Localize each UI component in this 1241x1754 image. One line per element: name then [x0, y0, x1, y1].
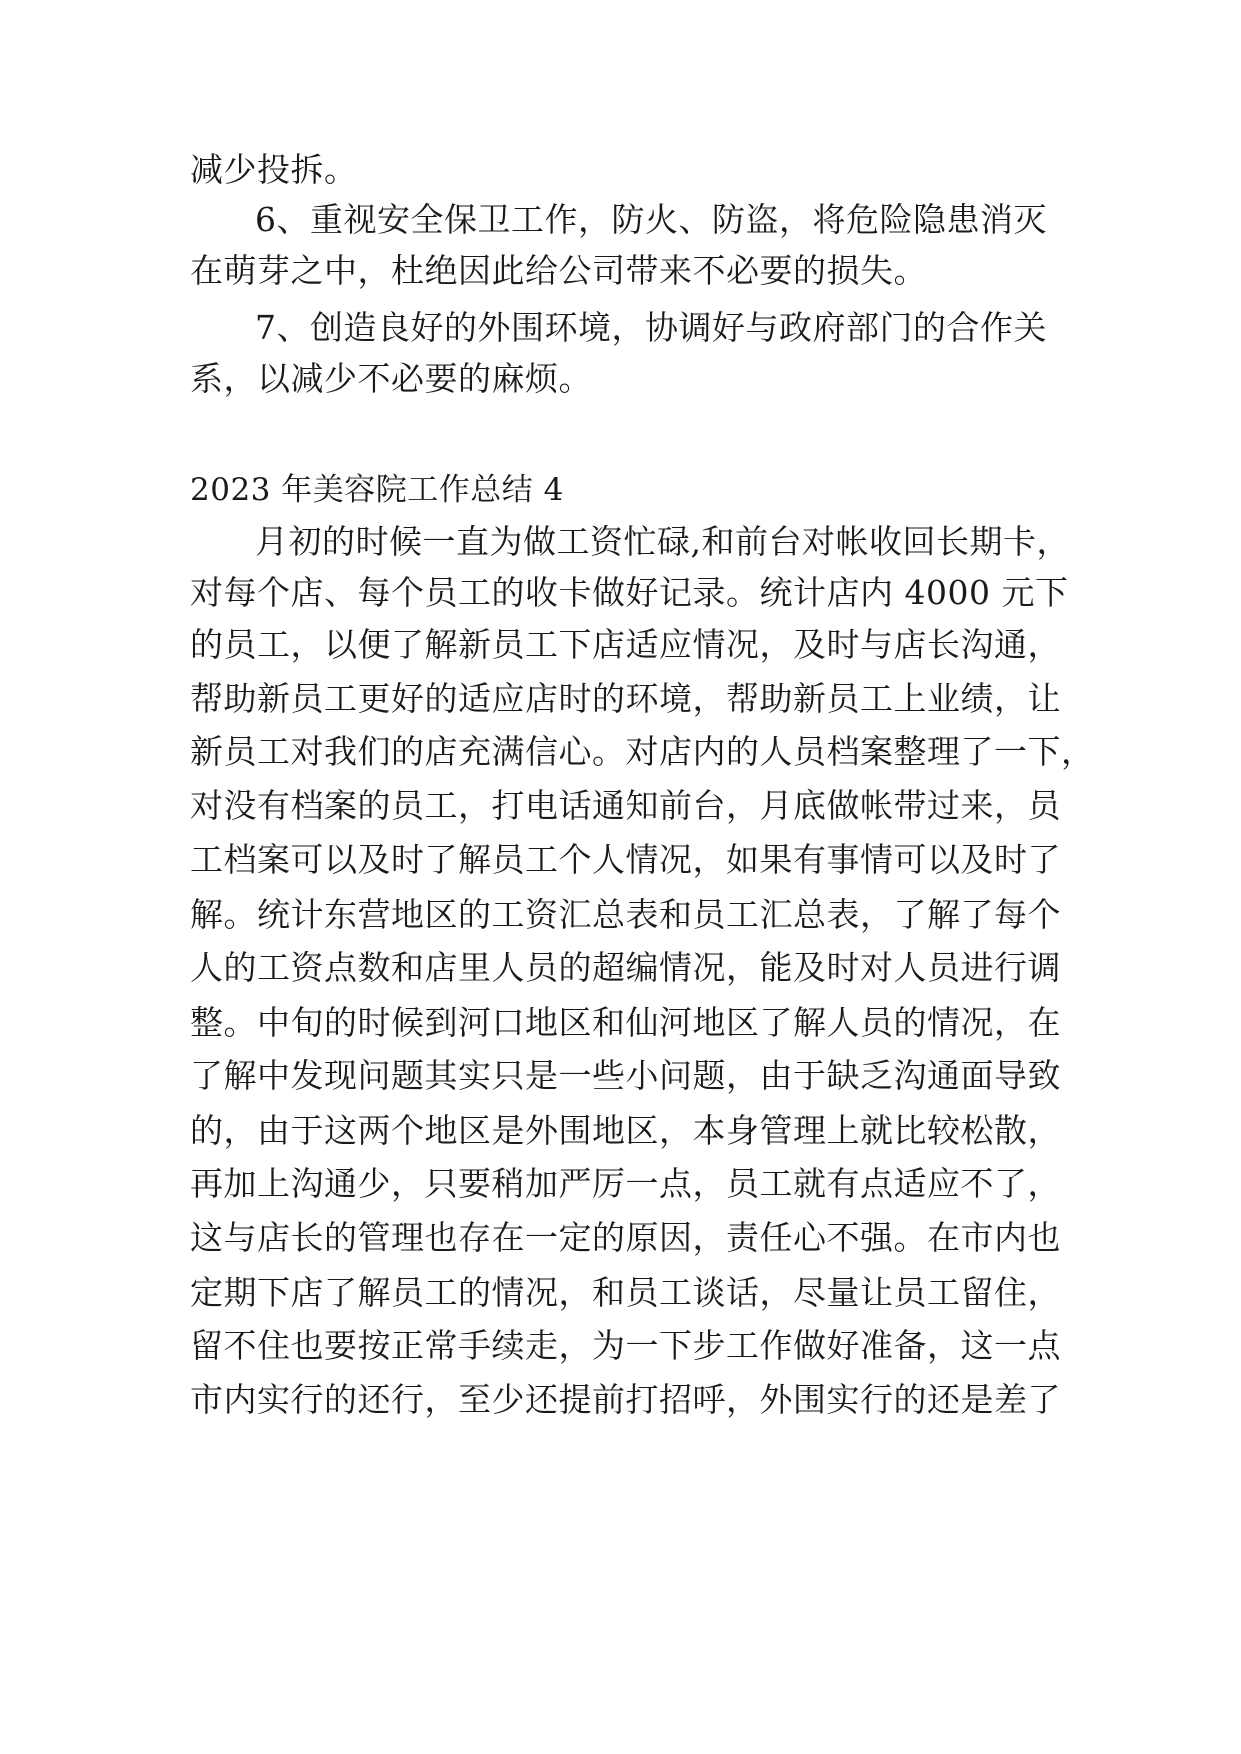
paragraph-line: 了解中发现问题其实只是一些小问题，由于缺乏沟通面导致: [190, 1056, 1061, 1095]
paragraph-line: 定期下店了解员工的情况，和员工谈话，尽量让员工留住，: [190, 1273, 1061, 1312]
paragraph-line: 再加上沟通少，只要稍加严厉一点，员工就有点适应不了，: [190, 1164, 1061, 1203]
paragraph-line: 解。统计东营地区的工资汇总表和员工汇总表，了解了每个: [190, 895, 1061, 934]
paragraph-line: 这与店长的管理也存在一定的原因，责任心不强。在市内也: [190, 1218, 1061, 1257]
paragraph-line: 对没有档案的员工，打电话通知前台，月底做帐带过来，员: [190, 786, 1061, 825]
paragraph-line: 的员工，以便了解新员工下店适应情况，及时与店长沟通，: [190, 625, 1061, 664]
paragraph-line: 对每个店、每个员工的收卡做好记录。统计店内 4000 元下: [190, 573, 1069, 612]
paragraph-line: 系，以减少不必要的麻烦。: [190, 359, 592, 398]
paragraph-line: 月初的时候一直为做工资忙碌,和前台对帐收回长期卡，: [255, 522, 1070, 561]
paragraph-line: 7、创造良好的外围环境，协调好与政府部门的合作关: [255, 308, 1047, 347]
paragraph-line: 在萌芽之中，杜绝因此给公司带来不必要的损失。: [190, 251, 927, 290]
paragraph-line: 减少投拆。: [190, 150, 358, 189]
paragraph-line: 工档案可以及时了解员工个人情况，如果有事情可以及时了: [190, 840, 1061, 879]
paragraph-line: 市内实行的还行，至少还提前打招呼，外围实行的还是差了: [190, 1380, 1061, 1419]
paragraph-line: 整。中旬的时候到河口地区和仙河地区了解人员的情况，在: [190, 1003, 1061, 1042]
paragraph-line: 新员工对我们的店充满信心。对店内的人员档案整理了一下，: [190, 732, 1095, 771]
paragraph-line: 人的工资点数和店里人员的超编情况，能及时对人员进行调: [190, 948, 1061, 987]
paragraph-line: 6、重视安全保卫工作，防火、防盗，将危险隐患消灭: [255, 200, 1047, 239]
paragraph-line: 帮助新员工更好的适应店时的环境，帮助新员工上业绩，让: [190, 679, 1061, 718]
paragraph-line: 留不住也要按正常手续走，为一下步工作做好准备，这一点: [190, 1326, 1061, 1365]
paragraph-line: 的，由于这两个地区是外围地区，本身管理上就比较松散，: [190, 1111, 1061, 1150]
section-title: 2023 年美容院工作总结 4: [190, 472, 564, 508]
